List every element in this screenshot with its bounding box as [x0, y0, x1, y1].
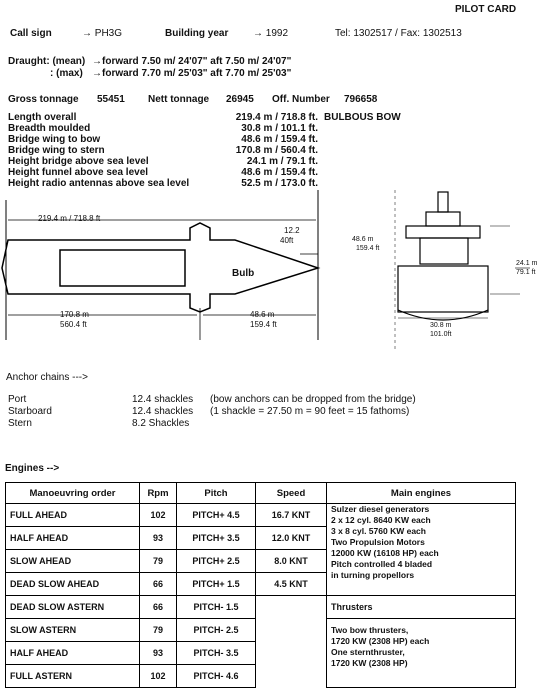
cell-rpm: 93 [140, 642, 177, 665]
cell-order: HALF AHEAD [6, 527, 140, 550]
cell-rpm: 79 [140, 550, 177, 573]
dimension-label: Bridge wing to stern [8, 145, 105, 156]
bulbous-bow: BULBOUS BOW [324, 112, 401, 123]
front-breadth: 30.8 m [430, 322, 452, 329]
dim-bow-len-ft: 159.4 ft [250, 320, 277, 329]
dim-stern-len: 170.8 m [60, 310, 89, 319]
dim-stern-len-ft: 560.4 ft [60, 320, 87, 329]
anchor-note: (bow anchors can be dropped from the bridge) [210, 394, 416, 405]
main-engines-line: 3 x 8 cyl. 5760 KW each [331, 526, 426, 536]
cell-pitch: PITCH+ 3.5 [177, 527, 256, 550]
tel-fax: Tel: 1302517 / Fax: 1302513 [335, 28, 462, 39]
front-breadth-ft: 101.0ft [430, 331, 452, 338]
cell-rpm: 79 [140, 619, 177, 642]
table-row [6, 619, 516, 642]
anchor-label: Stern [8, 418, 32, 429]
dimension-label: Length overall [8, 112, 77, 123]
cell-speed: 4.5 KNT [256, 573, 327, 596]
cell-speed: 16.7 KNT [256, 504, 327, 527]
nett-tonnage-value: 26945 [226, 94, 254, 105]
cell-rpm: 66 [140, 573, 177, 596]
front-bridge: 24.1 m [516, 260, 538, 267]
draught-mean-value: →forward 7.50 m/ 24'07" aft 7.50 m/ 24'07" [92, 56, 292, 67]
main-engines-text [327, 504, 516, 596]
off-number-label: Off. Number [272, 94, 330, 105]
cell-order: DEAD SLOW ASTERN [6, 596, 140, 619]
main-engines-line: 2 x 12 cyl. 8640 KW each [331, 515, 431, 525]
thrusters-line: 1720 KW (2308 HP) [331, 658, 408, 668]
thrusters-line: Two bow thrusters, [331, 625, 409, 635]
anchor-note: (1 shackle = 27.50 m = 90 feet = 15 fathoms) [210, 406, 410, 417]
col-main: Main engines [327, 483, 516, 504]
cell-rpm: 102 [140, 504, 177, 527]
anchor-value: 12.4 shackles [132, 406, 194, 417]
col-speed: Speed [256, 483, 327, 504]
dimension-value: 48.6 m / 159.4 ft. [241, 167, 318, 178]
gross-tonnage-value: 55451 [97, 94, 125, 105]
anchor-value: 12.4 shackles [132, 394, 194, 405]
cell-speed [256, 596, 327, 619]
front-height: 48.6 m [352, 236, 374, 243]
main-engines-line: Pitch controlled 4 bladed [331, 559, 433, 569]
main-engines-line: 12000 KW (16108 HP) each [331, 548, 439, 558]
dim-bow-len: 48.6 m [250, 310, 275, 319]
cell-rpm: 102 [140, 665, 177, 688]
dimension-value: 219.4 m / 718.8 ft. [235, 112, 318, 123]
anchor-title: Anchor chains ---> [6, 372, 88, 383]
call-sign-label: Call sign [10, 28, 52, 39]
draught-max-label: : (max) [50, 68, 83, 79]
dimension-value: 30.8 m / 101.1 ft. [241, 123, 318, 134]
bulb-label: Bulb [232, 268, 255, 279]
engine-table [5, 482, 516, 688]
cell-order: HALF AHEAD [6, 642, 140, 665]
col-pitch: Pitch [177, 483, 256, 504]
call-sign-value: → PH3G [82, 28, 123, 39]
dimension-label: Bridge wing to bow [8, 134, 101, 145]
cell-pitch: PITCH- 3.5 [177, 642, 256, 665]
cell-order: FULL ASTERN [6, 665, 140, 688]
table-row [6, 504, 516, 527]
cell-order: SLOW ASTERN [6, 619, 140, 642]
cell-pitch: PITCH- 2.5 [177, 619, 256, 642]
cell-speed: 8.0 KNT [256, 550, 327, 573]
off-number-value: 796658 [344, 94, 378, 105]
dimension-value: 52.5 m / 173.0 ft. [241, 178, 318, 189]
draught-mean-label: Draught: (mean) [8, 56, 86, 67]
dimension-value: 48.6 m / 159.4 ft. [241, 134, 318, 145]
cell-pitch: PITCH- 4.6 [177, 665, 256, 688]
gross-tonnage-label: Gross tonnage [8, 94, 79, 105]
dimension-label: Breadth moulded [8, 123, 91, 134]
cell-pitch: PITCH- 1.5 [177, 596, 256, 619]
nett-tonnage-label: Nett tonnage [148, 94, 210, 105]
cell-speed [256, 665, 327, 688]
cell-pitch: PITCH+ 1.5 [177, 573, 256, 596]
cell-speed [256, 619, 327, 642]
dimension-label: Height funnel above sea level [8, 167, 149, 178]
main-engines-line: Two Propulsion Motors [331, 537, 425, 547]
front-bridge-ft: 79.1 ft [516, 269, 536, 276]
main-engines-line: Sulzer diesel generators [331, 504, 430, 514]
building-year-label: Building year [165, 28, 229, 39]
cell-order: SLOW AHEAD [6, 550, 140, 573]
dimension-value: 24.1 m / 79.1 ft. [246, 156, 318, 167]
dim-bow-width: 12.2 [284, 226, 300, 235]
cell-rpm: 93 [140, 527, 177, 550]
dim-overall: 219.4 m / 718.8 ft [38, 214, 101, 223]
col-order: Manoeuvring order [6, 483, 140, 504]
building-year-value: → 1992 [253, 28, 289, 39]
cell-rpm: 66 [140, 596, 177, 619]
anchor-label: Port [8, 394, 27, 405]
col-rpm: Rpm [140, 483, 177, 504]
table-row [6, 596, 516, 619]
cell-order: FULL AHEAD [6, 504, 140, 527]
cell-pitch: PITCH+ 2.5 [177, 550, 256, 573]
front-view [395, 190, 530, 350]
draught-max-value: →forward 7.70 m/ 25'03" aft 7.70 m/ 25'03" [92, 68, 292, 79]
main-engines-line: in turning propellors [331, 570, 415, 580]
dimension-value: 170.8 m / 560.4 ft. [235, 145, 318, 156]
thrusters-line: One sternthruster, [331, 647, 405, 657]
cell-speed: 12.0 KNT [256, 527, 327, 550]
thrusters-title: Thrusters [327, 596, 516, 619]
cell-speed [256, 642, 327, 665]
cell-order: DEAD SLOW AHEAD [6, 573, 140, 596]
cell-pitch: PITCH+ 4.5 [177, 504, 256, 527]
dimension-label: Height bridge above sea level [8, 156, 149, 167]
dimension-label: Height radio antennas above sea level [8, 178, 190, 189]
anchor-label: Starboard [8, 406, 52, 417]
thrusters-line: 1720 KW (2308 HP) each [331, 636, 430, 646]
thrusters-text [327, 619, 516, 688]
page-title: PILOT CARD [455, 4, 517, 15]
anchor-value: 8.2 Shackles [132, 418, 190, 429]
dim-bow-width-ft: 40ft [280, 236, 294, 245]
front-height-ft: 159.4 ft [356, 245, 380, 252]
engines-title: Engines --> [5, 463, 60, 474]
